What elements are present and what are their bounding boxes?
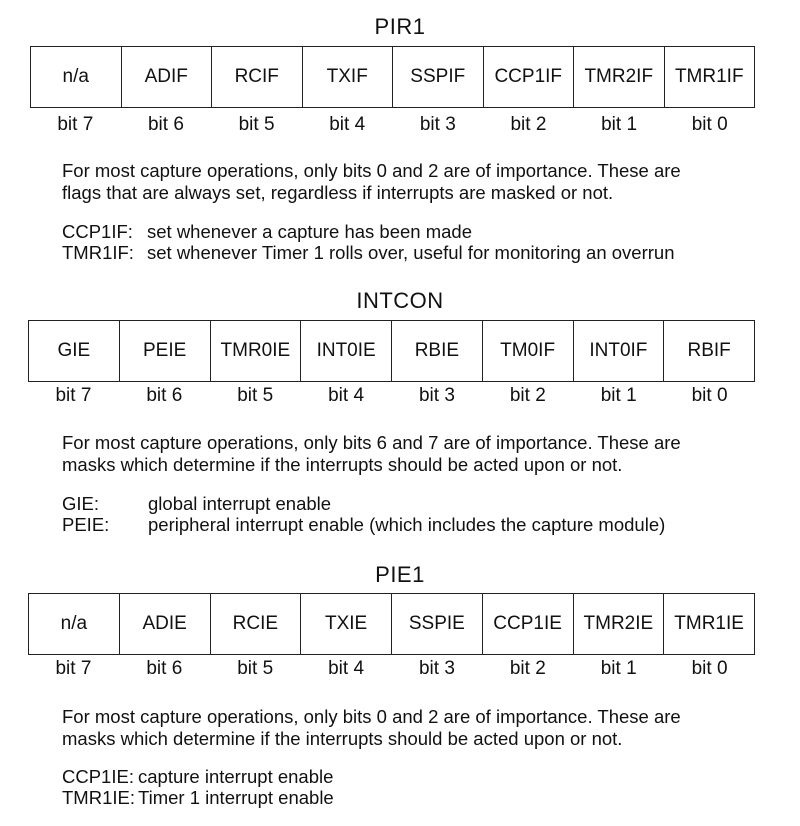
pir1-bit-label: bit 7 [57,114,94,135]
definition-text: peripheral interrupt enable (which includes the capture module) [148,514,666,535]
pie1-bit-labels [28,657,755,681]
intcon-bit-label: bit 5 [237,385,274,406]
pir1-cell-bit7: n/a [31,47,122,107]
pir1-description [62,160,681,204]
intcon-cell-bit7: GIE [29,321,120,381]
intcon-description-line: masks which determine if the interrupts should be acted upon or not. [62,454,623,475]
definition-term: PEIE: [62,514,110,535]
pie1-bit-label: bit 7 [55,658,92,679]
pir1-bit-label: bit 1 [601,114,638,135]
pir1-cell-bit6: ADIF [122,47,213,107]
pir1-description-line: flags that are always set, regardless if interrupts are masked or not. [62,182,614,203]
intcon-cell-bit0: RBIF [687,340,731,361]
pie1-bit-label: bit 2 [509,658,546,679]
pir1-register-table [30,46,755,108]
intcon-cell-bit2: TM0IF [483,321,574,381]
pie1-register-table [28,593,755,655]
pie1-cell-bit5: RCIE [211,594,302,654]
pie1-bit-label: bit 3 [418,658,455,679]
pie1-cell-bit1: TMR2IE [574,594,665,654]
pir1-cell-bit5: RCIF [212,47,303,107]
intcon-bit-label: bit 0 [691,385,728,406]
pie1-cell-bit2: CCP1IE [483,594,574,654]
intcon-title: INTCON [356,288,444,313]
pir1-bit-label: bit 6 [147,114,184,135]
definition-term: TMR1IE: [62,787,135,808]
pie1-cell-bit0: TMR1IE [674,613,744,634]
intcon-bit-label: bit 1 [600,385,637,406]
intcon-definitions [62,493,665,535]
pir1-bit-label: bit 2 [510,114,547,135]
pie1-description-line: For most capture operations, only bits 0 and 2 are of importance. These are [62,706,681,727]
intcon-bit-label: bit 3 [418,385,455,406]
definition-text: set whenever Timer 1 rolls over, useful for monitoring an overrun [147,242,675,263]
definition-term: TMR1IF: [62,242,134,263]
pie1-cell-bit4: TXIE [301,594,392,654]
intcon-cell-bit3: RBIE [392,321,483,381]
pir1-bit-labels [30,113,755,137]
pir1-cell-bit0: TMR1IF [674,66,744,87]
pie1-cell-bit7: n/a [29,594,120,654]
pie1-definition-ccp1ie [62,766,334,787]
intcon-bit-label: bit 2 [509,385,546,406]
pir1-description-line: For most capture operations, only bits 0 and 2 are of importance. These are [62,160,681,181]
intcon-description [62,432,681,476]
intcon-cell-bit6: PEIE [120,321,211,381]
pie1-bit-label: bit 6 [146,658,183,679]
pie1-cell-bit6: ADIE [120,594,211,654]
intcon-bit-label: bit 7 [55,385,92,406]
pir1-title: PIR1 [374,14,426,39]
pir1-definition-ccp1if [62,221,675,242]
pie1-definitions [62,766,334,808]
pir1-cell-bit3: SSPIF [393,47,484,107]
intcon-description-line: For most capture operations, only bits 6 and 7 are of importance. These are [62,432,681,453]
intcon-cell-bit1: INT0IF [574,321,665,381]
pie1-description [62,706,681,750]
definition-text: global interrupt enable [148,493,332,514]
pie1-definition-tmr1ie [62,787,334,808]
intcon-bit-label: bit 6 [146,385,183,406]
pie1-bit-label: bit 0 [691,658,728,679]
pie1-cell-bit3: SSPIE [392,594,483,654]
pir1-bit-label: bit 5 [238,114,275,135]
pir1-cell-bit4: TXIF [303,47,394,107]
intcon-bit-label: bit 4 [328,385,365,406]
pie1-title: PIE1 [375,562,425,587]
pir1-bit-label: bit 4 [329,114,366,135]
pie1-bit-label: bit 5 [237,658,274,679]
pir1-cell-bit1: TMR2IF [574,47,665,107]
intcon-register-table [28,320,755,382]
definition-text: set whenever a capture has been made [147,221,472,242]
definition-term: CCP1IE: [62,766,134,787]
pir1-bit-label: bit 3 [419,114,456,135]
pie1-description-line: masks which determine if the interrupts should be acted upon or not. [62,728,623,749]
pir1-bit-label: bit 0 [691,114,728,135]
definition-text: capture interrupt enable [138,766,334,787]
pie1-bit-label: bit 1 [600,658,637,679]
pir1-definition-tmr1if [62,242,675,263]
definition-term: CCP1IF: [62,221,133,242]
intcon-bit-labels [28,384,755,408]
definition-text: Timer 1 interrupt enable [138,787,334,808]
intcon-cell-bit4: INT0IE [301,321,392,381]
definition-term: GIE: [62,493,100,514]
intcon-definition-peie [62,514,665,535]
intcon-cell-bit5: TMR0IE [211,321,302,381]
pir1-cell-bit2: CCP1IF [484,47,575,107]
pie1-bit-label: bit 4 [328,658,365,679]
intcon-definition-gie [62,493,665,514]
pir1-definitions [62,221,675,263]
